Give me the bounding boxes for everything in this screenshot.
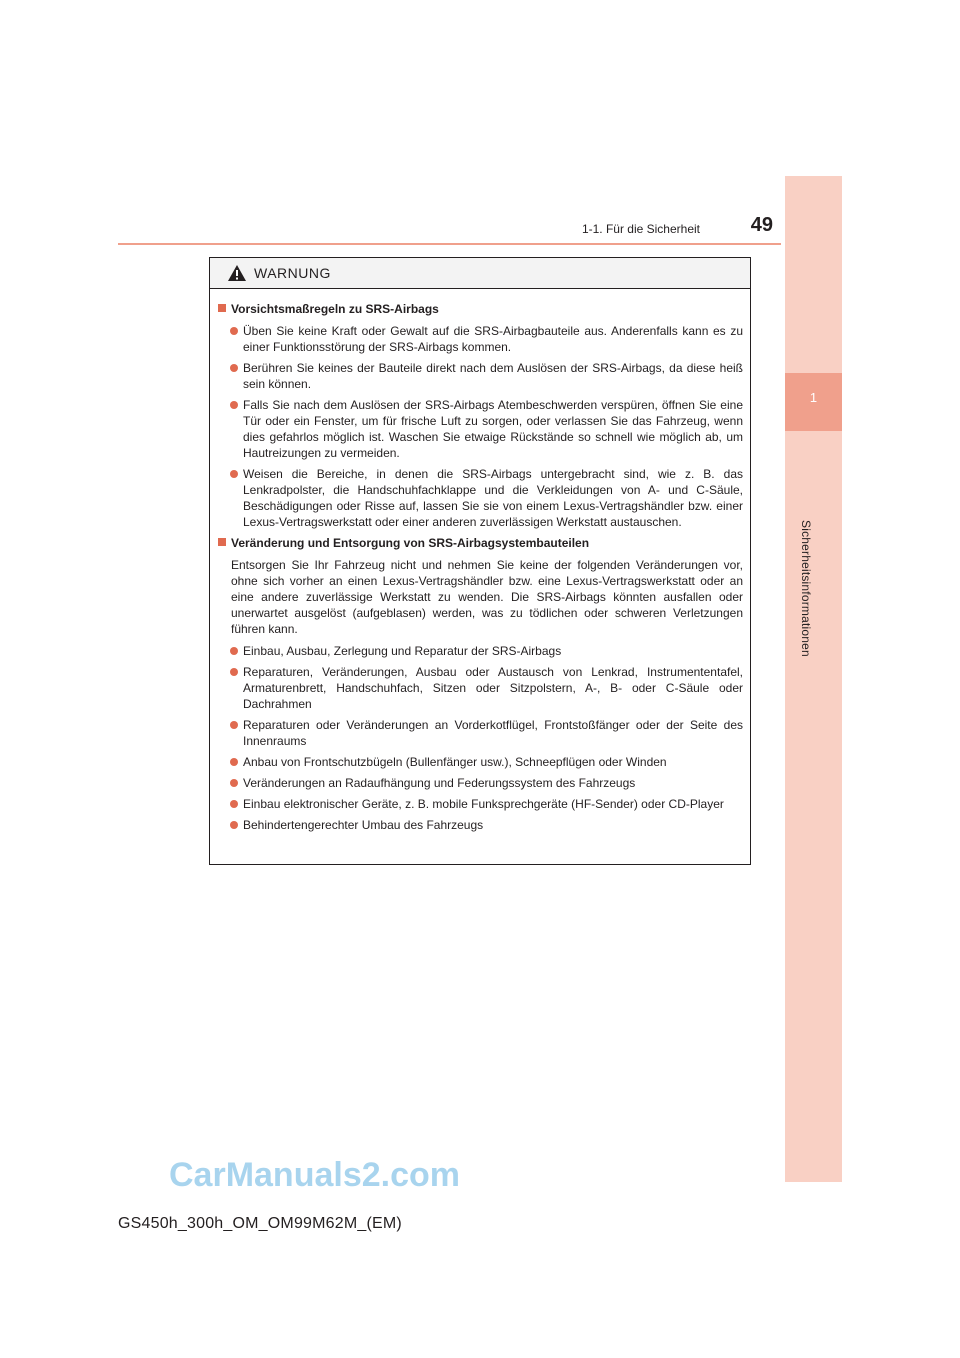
chapter-title: Sicherheitsinformationen <box>799 520 813 657</box>
chapter-number: 1 <box>809 390 818 405</box>
header-rule <box>118 243 781 245</box>
round-bullet-icon <box>230 668 238 676</box>
list-item: Einbau elektronischer Geräte, z. B. mobile Funksprechgeräte (HF-Sender) oder CD-Player <box>218 796 743 812</box>
round-bullet-icon <box>230 470 238 478</box>
round-bullet-icon <box>230 758 238 766</box>
warning-triangle-icon <box>227 264 247 282</box>
section-title: 1-1. Für die Sicherheit <box>581 222 700 236</box>
round-bullet-icon <box>230 401 238 409</box>
round-bullet-icon <box>230 327 238 335</box>
chapter-side-band <box>785 176 842 1182</box>
round-bullet-icon <box>230 647 238 655</box>
list-item: Einbau, Ausbau, Zerlegung und Reparatur der SRS-Airbags <box>218 643 743 659</box>
list-item: Berühren Sie keines der Bauteile direkt nach dem Auslösen der SRS-Airbags, da diese heiß sein können. <box>218 360 743 392</box>
section-heading: Vorsichtsmaßregeln zu SRS-Airbags <box>218 301 743 317</box>
round-bullet-icon <box>230 364 238 372</box>
square-bullet-icon <box>218 538 226 546</box>
list-item: Reparaturen oder Veränderungen an Vorderkotflügel, Frontstoßfänger oder der Seite des Innenraums <box>218 717 743 749</box>
section-intro: Entsorgen Sie Ihr Fahrzeug nicht und nehmen Sie keine der folgenden Veränderungen vor, ohne sich vorher an einen Lexus-Vertragshändler bzw. eine Lexus-Vertragswerkstatt oder an eine andere zuverlässige Werkstatt zu wenden. Die SRS-Airbags könnten ausfallen oder unerwartet ausgelöst (aufgeblasen) werden, was zu tödlichen oder schweren Verletzungen führen kann. <box>231 558 743 636</box>
warning-header <box>210 258 750 289</box>
square-bullet-icon <box>218 304 226 312</box>
list-item: Veränderungen an Radaufhängung und Federungssystem des Fahrzeugs <box>218 775 743 791</box>
warning-title: WARNUNG <box>254 265 331 281</box>
section-heading: Veränderung und Entsorgung von SRS-Airbagsystembauteilen <box>218 535 743 551</box>
page-number: 49 <box>750 214 773 236</box>
list-item: Üben Sie keine Kraft oder Gewalt auf die SRS-Airbagbauteile aus. Anderenfalls kann es zu einer Funktionsstörung der SRS-Airbags kommen. <box>218 323 743 355</box>
round-bullet-icon <box>230 779 238 787</box>
round-bullet-icon <box>230 821 238 829</box>
round-bullet-icon <box>230 721 238 729</box>
round-bullet-icon <box>230 800 238 808</box>
list-item: Reparaturen, Veränderungen, Ausbau oder Austausch von Lenkrad, Instrumententafel, Armaturenbrett, Handschuhfach, Sitzen oder Sitzpolstern, A-, B- oder C-Säule oder Dachrahmen <box>218 664 743 712</box>
warning-body <box>210 289 750 833</box>
warning-box <box>209 257 751 865</box>
document-code: GS450h_300h_OM_OM99M62M_(EM) <box>118 1215 402 1232</box>
list-item: Anbau von Frontschutzbügeln (Bullenfänger usw.), Schneepflügen oder Winden <box>218 754 743 770</box>
list-item: Falls Sie nach dem Auslösen der SRS-Airbags Atembeschwerden verspüren, öffnen Sie eine Tür oder ein Fenster, um für frische Luft zu sorgen, oder verlassen Sie das Fahrzeug, wenn dies gefahrlos möglich ist. Waschen Sie etwaige Rückstände so schnell wie möglich ab, um Hautreizungen zu vermeiden. <box>218 397 743 461</box>
list-item: Weisen die Bereiche, in denen die SRS-Airbags untergebracht sind, wie z. B. das Lenkradpolster, die Handschuhfachklappe und die Verkleidungen von A- und C-Säule, Beschädigungen oder Risse auf, lassen Sie sie von einem Lexus-Vertragshändler bzw. einer Lexus-Vertragswerkstatt oder einer anderen zuverlässigen Werkstatt austauschen. <box>218 466 743 530</box>
list-item: Behindertengerechter Umbau des Fahrzeugs <box>218 817 743 833</box>
watermark-logo[interactable]: CarManuals2.com <box>169 1156 460 1194</box>
